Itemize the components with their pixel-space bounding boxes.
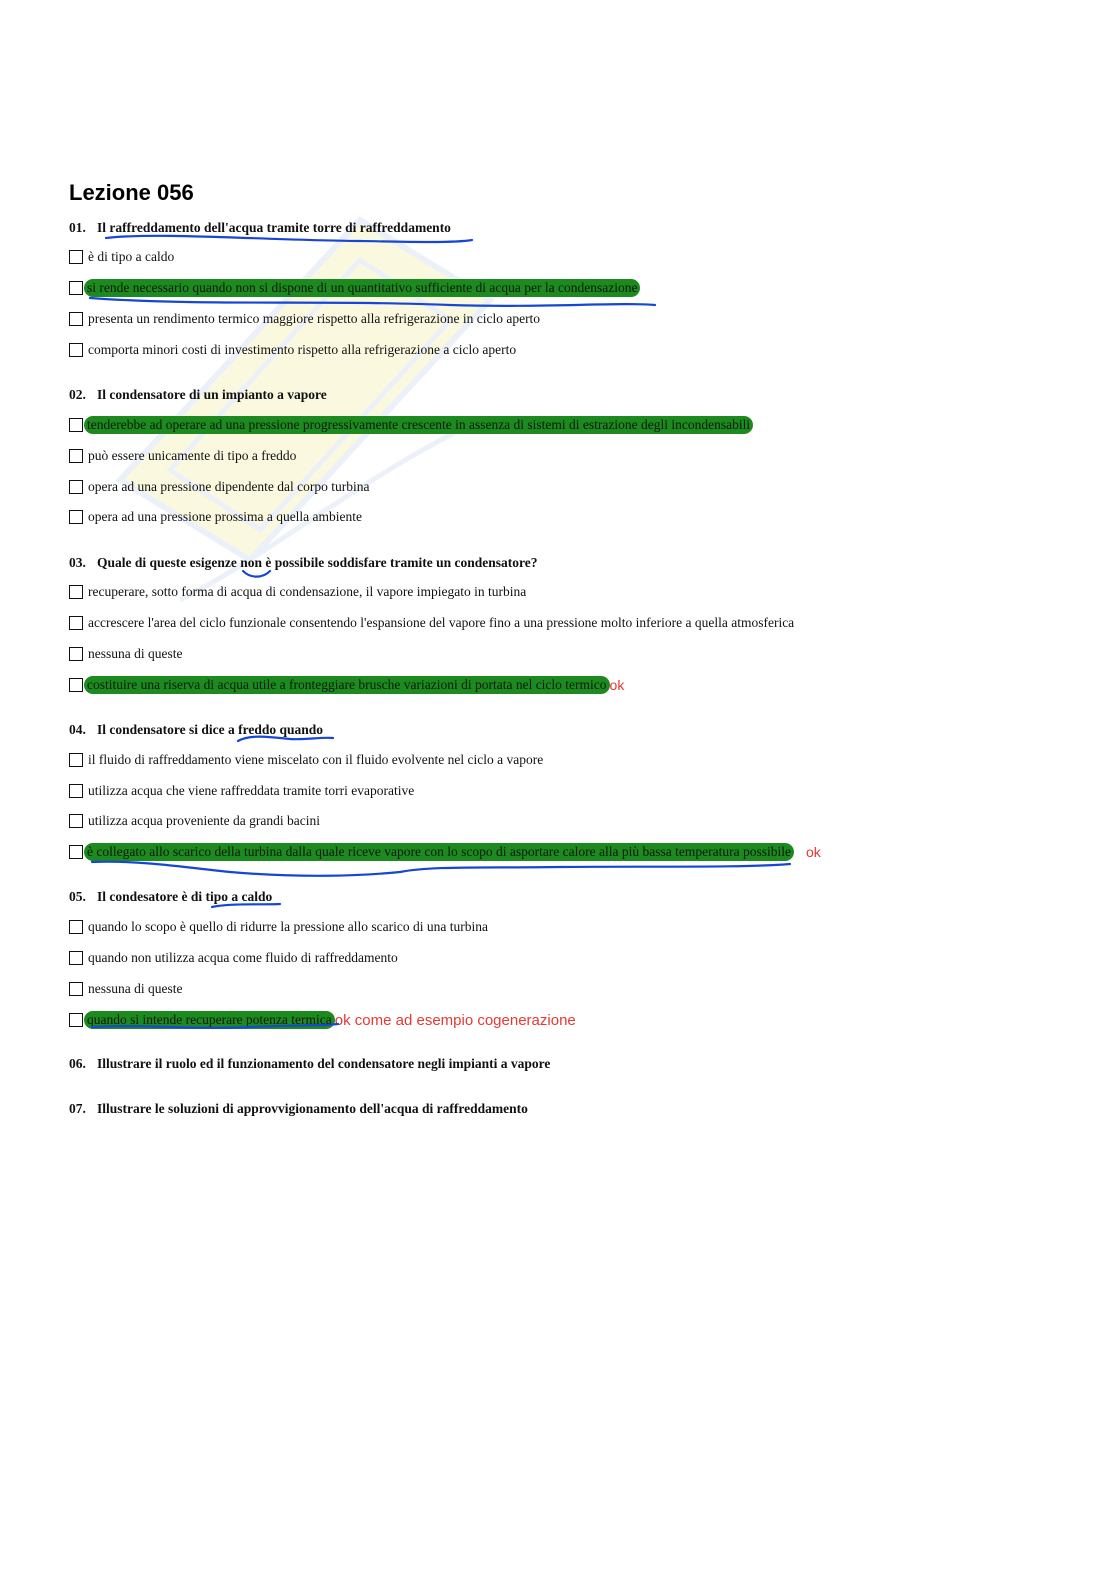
question-text: Il raffreddamento dell'acqua tramite torre di raffreddamento (97, 220, 451, 235)
question-text: Quale di queste esigenze non è possibile soddisfare tramite un condensatore? (97, 555, 538, 570)
option-text: nessuna di queste (88, 981, 183, 996)
question-06 (69, 1056, 550, 1072)
answer-checkbox[interactable] (69, 678, 83, 692)
answer-checkbox[interactable] (69, 449, 83, 463)
option-text-highlighted: tenderebbe ad operare ad una pressione progressivamente crescente in assenza di sistemi di estrazione degli incondensabili (84, 416, 753, 434)
option-text: utilizza acqua che viene raffreddata tramite torri evaporative (88, 783, 415, 798)
ink-underline (92, 862, 790, 876)
question-number: 03. (69, 555, 86, 570)
question-text: Il condesatore è di tipo a caldo (97, 889, 273, 904)
answer-checkbox[interactable] (69, 343, 83, 357)
question-text: Il condensatore di un impianto a vapore (97, 387, 327, 402)
option-03-b[interactable] (69, 614, 794, 632)
answer-checkbox[interactable] (69, 920, 83, 934)
question-number: 06. (69, 1056, 86, 1071)
ink-underline (106, 236, 472, 242)
answer-checkbox[interactable] (69, 784, 83, 798)
option-05-a[interactable] (69, 918, 488, 936)
answer-checkbox[interactable] (69, 418, 83, 432)
option-03-a[interactable] (69, 583, 526, 601)
question-01 (69, 220, 451, 236)
option-05-b[interactable] (69, 949, 398, 967)
option-04-b[interactable] (69, 782, 414, 800)
option-04-c[interactable] (69, 812, 320, 830)
answer-checkbox[interactable] (69, 585, 83, 599)
option-text: presenta un rendimento termico maggiore rispetto alla refrigerazione in ciclo aperto (88, 311, 541, 326)
answer-checkbox[interactable] (69, 250, 83, 264)
ink-underline (243, 571, 270, 577)
option-text: recuperare, sotto forma di acqua di condensazione, il vapore impiegato in turbina (88, 584, 527, 599)
question-07 (69, 1101, 528, 1117)
option-03-d[interactable] (69, 676, 624, 694)
annotation-note: ok (609, 677, 625, 693)
answer-checkbox[interactable] (69, 845, 83, 859)
option-text: nessuna di queste (88, 646, 183, 661)
question-text: Il condensatore si dice a freddo quando (97, 722, 324, 737)
option-text: quando non utilizza acqua come fluido di raffreddamento (88, 950, 398, 965)
question-number: 04. (69, 722, 86, 737)
answer-checkbox[interactable] (69, 480, 83, 494)
answer-checkbox[interactable] (69, 510, 83, 524)
answer-checkbox[interactable] (69, 753, 83, 767)
option-text-highlighted: quando si intende recuperare potenza termica (84, 1011, 335, 1029)
question-number: 01. (69, 220, 86, 235)
question-number: 05. (69, 889, 86, 904)
question-number: 07. (69, 1101, 86, 1116)
option-text: utilizza acqua proveniente da grandi bacini (88, 813, 321, 828)
option-text-highlighted: si rende necessario quando non si dispone di un quantitativo sufficiente di acqua per la condensazione (84, 279, 640, 297)
option-text: opera ad una pressione dipendente dal corpo turbina (88, 479, 370, 494)
option-text: quando lo scopo è quello di ridurre la pressione allo scarico di una turbina (88, 919, 489, 934)
answer-checkbox[interactable] (69, 982, 83, 996)
question-05 (69, 889, 272, 905)
option-03-c[interactable] (69, 645, 182, 663)
option-04-a[interactable] (69, 751, 543, 769)
option-01-a[interactable] (69, 248, 174, 266)
option-05-c[interactable] (69, 980, 182, 998)
answer-checkbox[interactable] (69, 281, 83, 295)
answer-checkbox[interactable] (69, 814, 83, 828)
option-text: può essere unicamente di tipo a freddo (88, 448, 297, 463)
question-02 (69, 387, 327, 403)
option-text: accrescere l'area del ciclo funzionale consentendo l'espansione del vapore fino a una pressione molto inferiore a quella atmosferica (88, 615, 795, 630)
option-05-d[interactable] (69, 1011, 576, 1029)
option-02-d[interactable] (69, 508, 362, 526)
option-02-a[interactable] (69, 416, 753, 434)
option-01-b[interactable] (69, 279, 640, 297)
option-text: opera ad una pressione prossima a quella ambiente (88, 509, 363, 524)
option-04-d[interactable] (69, 843, 821, 861)
answer-checkbox[interactable] (69, 951, 83, 965)
question-03 (69, 555, 538, 571)
answer-checkbox[interactable] (69, 1013, 83, 1027)
annotation-note: ok (805, 844, 821, 860)
option-text: comporta minori costi di investimento rispetto alla refrigerazione a ciclo aperto (88, 342, 517, 357)
question-text: Illustrare il ruolo ed il funzionamento del condensatore negli impianti a vapore (97, 1056, 551, 1071)
option-text-highlighted: costituire una riserva di acqua utile a fronteggiare brusche variazioni di portata nel ciclo termico (84, 676, 610, 694)
option-text: è di tipo a caldo (88, 249, 175, 264)
ink-underline (90, 298, 655, 306)
answer-checkbox[interactable] (69, 312, 83, 326)
answer-checkbox[interactable] (69, 616, 83, 630)
option-02-b[interactable] (69, 447, 296, 465)
option-01-c[interactable] (69, 310, 540, 328)
question-text: Illustrare le soluzioni di approvvigionamento dell'acqua di raffreddamento (97, 1101, 528, 1116)
page-title: Lezione 056 (69, 180, 194, 205)
option-02-c[interactable] (69, 478, 370, 496)
option-01-d[interactable] (69, 341, 516, 359)
answer-checkbox[interactable] (69, 647, 83, 661)
option-text-highlighted: è collegato allo scarico della turbina dalla quale riceve vapore con lo scopo di asportare calore alla più bassa temperatura possibile (84, 843, 794, 861)
question-04 (69, 722, 323, 738)
question-number: 02. (69, 387, 86, 402)
annotation-note: ok come ad esempio cogenerazione (334, 1011, 576, 1029)
option-text: il fluido di raffreddamento viene miscelato con il fluido evolvente nel ciclo a vapore (88, 752, 544, 767)
